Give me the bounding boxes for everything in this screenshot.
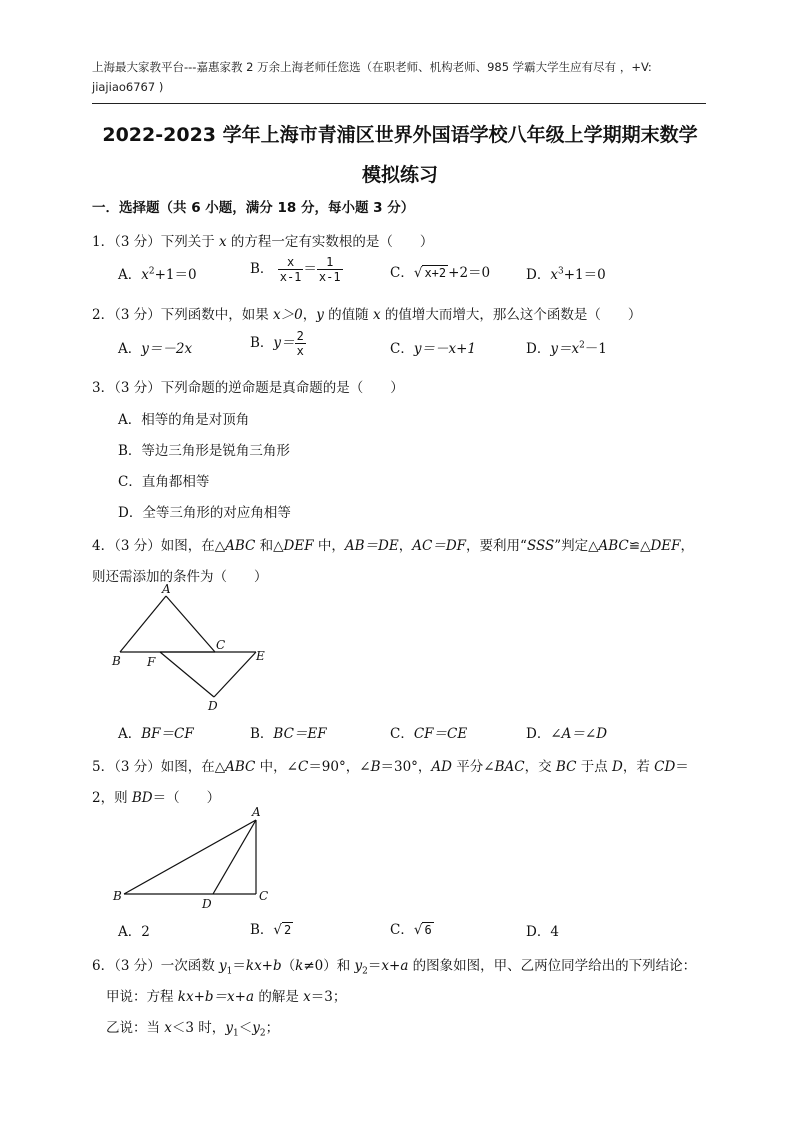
- q4-option-a[interactable]: A．BF＝CF: [118, 726, 194, 742]
- q4-option-c[interactable]: C．CF＝CE: [390, 726, 468, 742]
- segment-ac: [166, 596, 215, 652]
- header-divider: [92, 103, 706, 104]
- label-c: C: [259, 889, 269, 903]
- question-5-line-1: 5．（3 分）如图，在△ABC 中，∠C＝90°，∠B＝30°，AD 平分∠BAC，交 BC 于点 D，若 CD＝: [92, 759, 689, 775]
- q4-figure: [108, 582, 278, 714]
- q1-option-d[interactable]: D．$x^3+1=0$: [526, 266, 606, 283]
- page-title-line-2: 模拟练习: [361, 164, 438, 186]
- q1-option-a[interactable]: A．$x^2+1=0$: [118, 266, 197, 283]
- q5-option-a[interactable]: A．2: [118, 924, 150, 940]
- label-a: A: [162, 582, 171, 596]
- question-3: 3．（3 分）下列命题的逆命题是真命题的是（ ）: [92, 380, 404, 396]
- label-a: A: [252, 805, 261, 819]
- q3-option-c[interactable]: C．直角都相等: [118, 474, 210, 490]
- label-c: C: [216, 638, 226, 652]
- q2-option-b[interactable]: B．y＝ $\frac{2}{x}$: [250, 329, 304, 358]
- label-d: D: [202, 897, 212, 911]
- segment-ab: [120, 596, 166, 652]
- label-b: B: [112, 654, 121, 668]
- segment-ad: [213, 820, 256, 894]
- q1-option-b[interactable]: B． $\frac{x}{x-1}$ ＝ $\frac{1}{x-1}$: [250, 255, 341, 284]
- question-6-statement-jia: 甲说：方程 kx+b＝x+a 的解是 x＝3；: [106, 989, 347, 1005]
- q5-option-c[interactable]: C．√ 6: [390, 922, 432, 938]
- q2-option-a[interactable]: A．y＝－2x: [118, 341, 193, 357]
- q5-option-d[interactable]: D．4: [526, 924, 559, 940]
- header-line-2: jiajiao6767 ): [92, 80, 164, 94]
- q1-option-c[interactable]: C．√ x+2 +2＝0: [390, 265, 491, 281]
- header-line-1: 上海最大家教平台---嘉惠家教 2 万余上海老师任您选（在职老师、机构老师、985 学霸大学生应有尽有 ，+V:: [92, 60, 652, 74]
- page-title-line-1: 2022-2023 学年上海市青浦区世界外国语学校八年级上学期期末数学: [102, 124, 698, 146]
- question-5-line-2: 2，则 BD＝（ ）: [92, 790, 221, 806]
- question-4-line-1: 4．（3 分）如图，在△ABC 和△DEF 中，AB＝DE，AC＝DF，要利用“SSS”判定△ABC≌△DEF，: [92, 538, 695, 554]
- q2-option-c[interactable]: C．y＝－x+1: [390, 341, 476, 357]
- label-b: B: [113, 889, 122, 903]
- question-1: 1．（3 分）下列关于 x 的方程一定有实数根的是（ ）: [92, 234, 434, 250]
- q4-option-d[interactable]: D．∠A＝∠D: [526, 726, 608, 742]
- q5-figure: [108, 804, 278, 914]
- question-4-line-2: 则还需添加的条件为（ ）: [92, 569, 268, 585]
- segment-ed: [214, 652, 256, 697]
- segment-fd: [160, 652, 214, 697]
- question-6-statement-yi: 乙说：当 x＜3 时，$y_1<y_2$；: [106, 1020, 280, 1039]
- q3-option-a[interactable]: A．相等的角是对顶角: [118, 412, 250, 428]
- q4-option-b[interactable]: B．BC＝EF: [250, 726, 327, 742]
- q5-option-b[interactable]: B．√ 2: [250, 922, 292, 938]
- question-6-line-1: 6．（3 分）一次函数 $y_1=kx+b(k\ne 0)$和 $y_2=x+a$ 的图象如图，甲、乙两位同学给出的下列结论：: [92, 958, 697, 977]
- section-heading: 一．选择题（共 6 小题，满分 18 分，每小题 3 分）: [92, 200, 415, 216]
- q2-option-d[interactable]: D．$y=x^2-1$: [526, 340, 607, 357]
- label-e: E: [256, 649, 265, 663]
- segment-ab: [124, 820, 256, 894]
- q3-option-d[interactable]: D．全等三角形的对应角相等: [118, 505, 291, 521]
- q3-option-b[interactable]: B．等边三角形是锐角三角形: [118, 443, 290, 459]
- label-f: F: [147, 655, 156, 669]
- label-d: D: [208, 699, 218, 713]
- question-2: 2．（3 分）下列函数中，如果 x＞0，y 的值随 x 的值增大而增大，那么这个函数是（ ）: [92, 307, 642, 323]
